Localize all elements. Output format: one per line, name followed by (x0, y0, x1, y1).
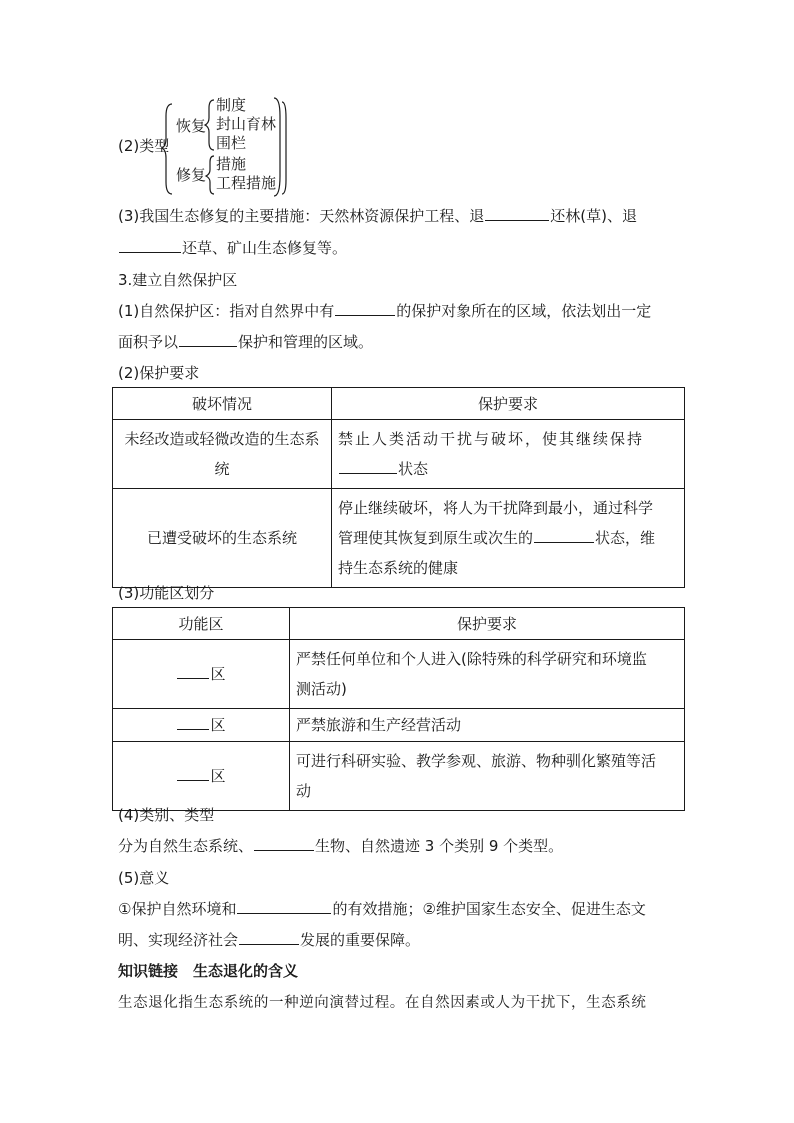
zone-3-cell (113, 742, 290, 811)
blank-2 (119, 238, 181, 253)
row2-right-line2b: 状态，维 (595, 529, 656, 547)
blank-5 (339, 459, 397, 474)
knowledge-title: 知识链接 生态退化的含义 (118, 962, 299, 980)
right-brace-outer-icon (282, 102, 286, 194)
blank-9 (239, 930, 299, 945)
repair-item-1: 措施 (216, 155, 247, 173)
blank-7 (254, 836, 314, 851)
blank-zone-3 (177, 766, 209, 781)
restore-item-3: 围栏 (216, 134, 247, 152)
knowledge-text: 生态退化指生态系统的一种逆向演替过程。在自然因素或人为干扰下，生态系统 (118, 995, 647, 1011)
definition-text-d: 保护和管理的区域。 (238, 333, 374, 351)
table1-row2-right (332, 489, 685, 588)
blank-6 (534, 528, 594, 543)
significance-title: (5)意义 (118, 869, 170, 887)
restore-label: 恢复 (176, 117, 207, 135)
blank-zone-2 (177, 715, 209, 730)
outer-brace-icon (162, 104, 172, 194)
row1-right-line2: 状态 (398, 460, 429, 478)
measures-line-2 (118, 238, 347, 258)
row1-right-line1: 禁止人类活动干扰与破坏，使其继续保持 (338, 430, 645, 448)
zone-1-req-line1: 严禁任何单位和个人进入(除特殊的科学研究和环境监 (296, 650, 647, 668)
measures-text-1: (3)我国生态修复的主要措施：天然林资源保护工程、退 (118, 207, 485, 225)
category-text-b: 生物、自然遗迹 3 个类别 9 个类型。 (315, 837, 564, 855)
zone-1-cell (113, 640, 290, 709)
table2-header-1: 功能区 (113, 608, 290, 640)
definition-text-b: 的保护对象所在的区域，依法划出一定 (396, 302, 652, 320)
protection-table (112, 387, 685, 588)
category-title: (4)类别、类型 (118, 806, 215, 824)
measures-text-3: 还草、矿山生态修复等。 (182, 239, 348, 257)
definition-text-a: (1)自然保护区：指对自然界中有 (118, 302, 335, 320)
blank-3 (335, 301, 395, 316)
blank-1 (485, 206, 549, 221)
restore-brace-icon (205, 100, 214, 150)
zone-3-requirement (290, 742, 685, 811)
table1-row1-left (113, 420, 332, 489)
zone-3-req-line2: 动 (296, 782, 312, 800)
table2-header-2: 保护要求 (290, 608, 685, 640)
repair-brace-icon (206, 156, 214, 194)
row1-left-line1: 未经改造或轻微改造的生态系 (124, 430, 320, 448)
table1-row2-left: 已遭受破坏的生态系统 (113, 489, 332, 588)
zone-3-suffix: 区 (210, 767, 226, 785)
blank-4 (179, 332, 237, 347)
zone-1-requirement (290, 640, 685, 709)
significance-text-d: 发展的重要保障。 (300, 931, 421, 949)
row2-right-line2a: 管理使其恢复到原生或次生的 (338, 529, 534, 547)
zoning-title: (3)功能区划分 (118, 584, 215, 602)
restore-item-2: 封山育林 (216, 115, 277, 133)
protection-title: (2)保护要求 (118, 364, 200, 382)
repair-item-2: 工程措施 (216, 174, 277, 192)
significance-line-2 (118, 930, 420, 950)
zone-1-suffix: 区 (210, 665, 226, 683)
row2-right-line1: 停止继续破坏，将人为干扰降到最小，通过科学 (338, 499, 654, 517)
significance-text-c: 明、实现经济社会 (118, 931, 239, 949)
table1-header-2: 保护要求 (332, 388, 685, 420)
blank-8 (237, 899, 331, 914)
measures-line-1 (118, 206, 637, 226)
row2-right-line3: 持生态系统的健康 (338, 559, 459, 577)
category-text-a: 分为自然生态系统、 (118, 837, 254, 855)
category-line (118, 836, 563, 856)
zone-2-suffix: 区 (210, 716, 226, 734)
zoning-table (112, 607, 685, 811)
significance-line-1 (118, 899, 646, 919)
definition-line-1 (118, 301, 651, 321)
zone-2-cell (113, 709, 290, 742)
types-label: (2)类型 (118, 137, 170, 155)
zone-2-requirement: 严禁旅游和生产经营活动 (290, 709, 685, 742)
restore-item-1: 制度 (216, 96, 247, 114)
table1-header-1: 破坏情况 (113, 388, 332, 420)
row1-left-line2: 统 (214, 460, 230, 478)
significance-text-a: ①保护自然环境和 (118, 900, 237, 918)
zone-3-req-line1: 可进行科研实验、教学参观、旅游、物种驯化繁殖等活 (296, 752, 657, 770)
table1-row1-right (332, 420, 685, 489)
zone-1-req-line2: 测活动) (296, 680, 347, 698)
significance-text-b: 的有效措施；②维护国家生态安全、促进生态文 (332, 900, 646, 918)
blank-zone-1 (177, 664, 209, 679)
measures-text-2: 还林(草)、退 (550, 207, 637, 225)
definition-line-2 (118, 332, 373, 352)
repair-label: 修复 (176, 166, 207, 184)
definition-text-c: 面积予以 (118, 333, 179, 351)
section-heading: 3.建立自然保护区 (118, 271, 238, 289)
